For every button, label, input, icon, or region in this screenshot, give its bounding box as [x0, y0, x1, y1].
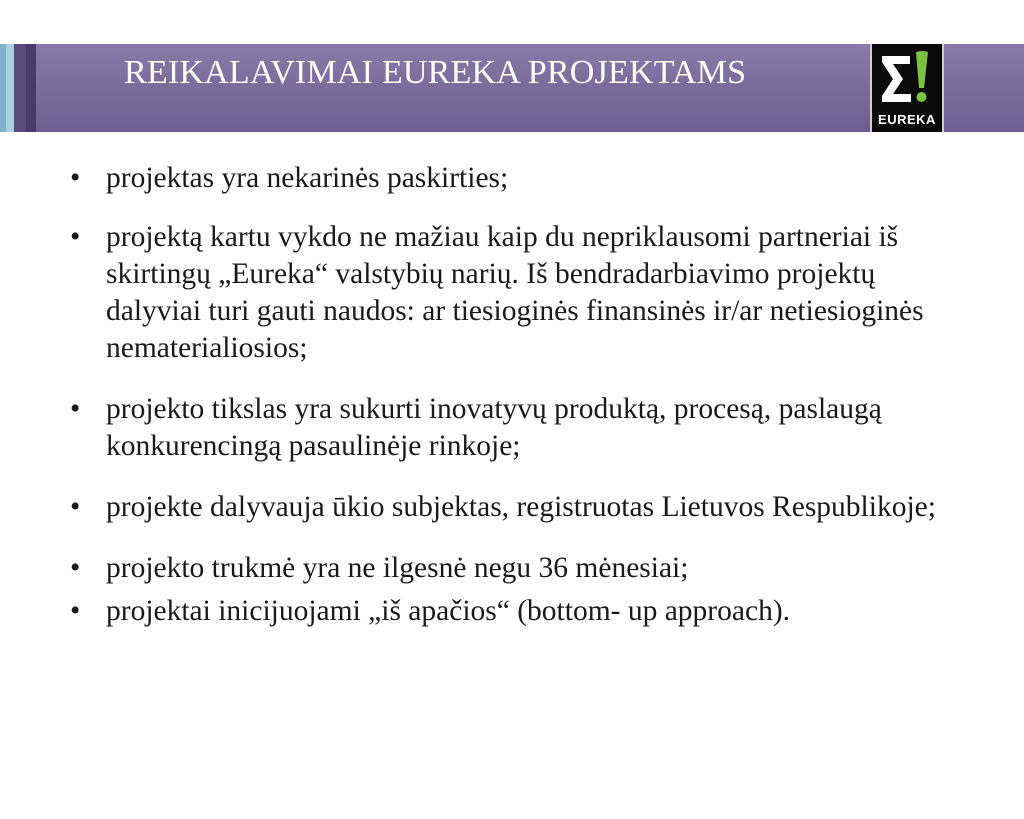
list-item [64, 391, 964, 465]
bullet-icon: • [70, 162, 81, 194]
sigma-exclamation-icon [872, 44, 942, 114]
logo-text: EUREKA [878, 112, 936, 127]
list-item [64, 550, 964, 587]
list-item-text: projektai inicijuojami „iš apačios“ (bottom- up approach). [106, 595, 791, 627]
bullet-content [64, 160, 964, 630]
list-item [64, 219, 964, 367]
bullet-icon: • [70, 393, 81, 425]
accent-stripe [26, 44, 36, 132]
accent-stripe [6, 44, 14, 132]
list-item-text: projekto tikslas yra sukurti inovatyvų produktą, procesą, paslaugą konkurencingą pasaulinėje rinkoje; [106, 393, 882, 462]
title-bar [0, 44, 1024, 132]
bullet-icon: • [70, 595, 81, 627]
bullet-list [64, 160, 964, 630]
list-item-text: projekto trukmė yra ne ilgesnė negu 36 mėnesiai; [106, 552, 689, 584]
list-item [64, 489, 964, 526]
accent-stripe [14, 44, 26, 132]
bullet-icon: • [70, 552, 81, 584]
list-item-text: projekte dalyvauja ūkio subjektas, registruotas Lietuvos Respublikoje; [106, 491, 936, 523]
bullet-icon: • [70, 491, 81, 523]
bullet-icon: • [70, 221, 81, 253]
slide-title: REIKALAVIMAI EUREKA PROJEKTAMS [124, 54, 747, 91]
list-item [64, 160, 964, 197]
list-item-text: projektas yra nekarinės paskirties; [106, 162, 509, 194]
list-item [64, 593, 964, 630]
list-item-text: projektą kartu vykdo ne mažiau kaip du nepriklausomi partneriai iš skirtingų „Eureka“ valstybių narių. Iš bendradarbiavimo projektų dalyviai turi gauti naudos: ar tiesioginės finansinės ir/ar netiesioginės nematerialiosios; [106, 221, 924, 364]
eureka-logo [870, 44, 944, 132]
